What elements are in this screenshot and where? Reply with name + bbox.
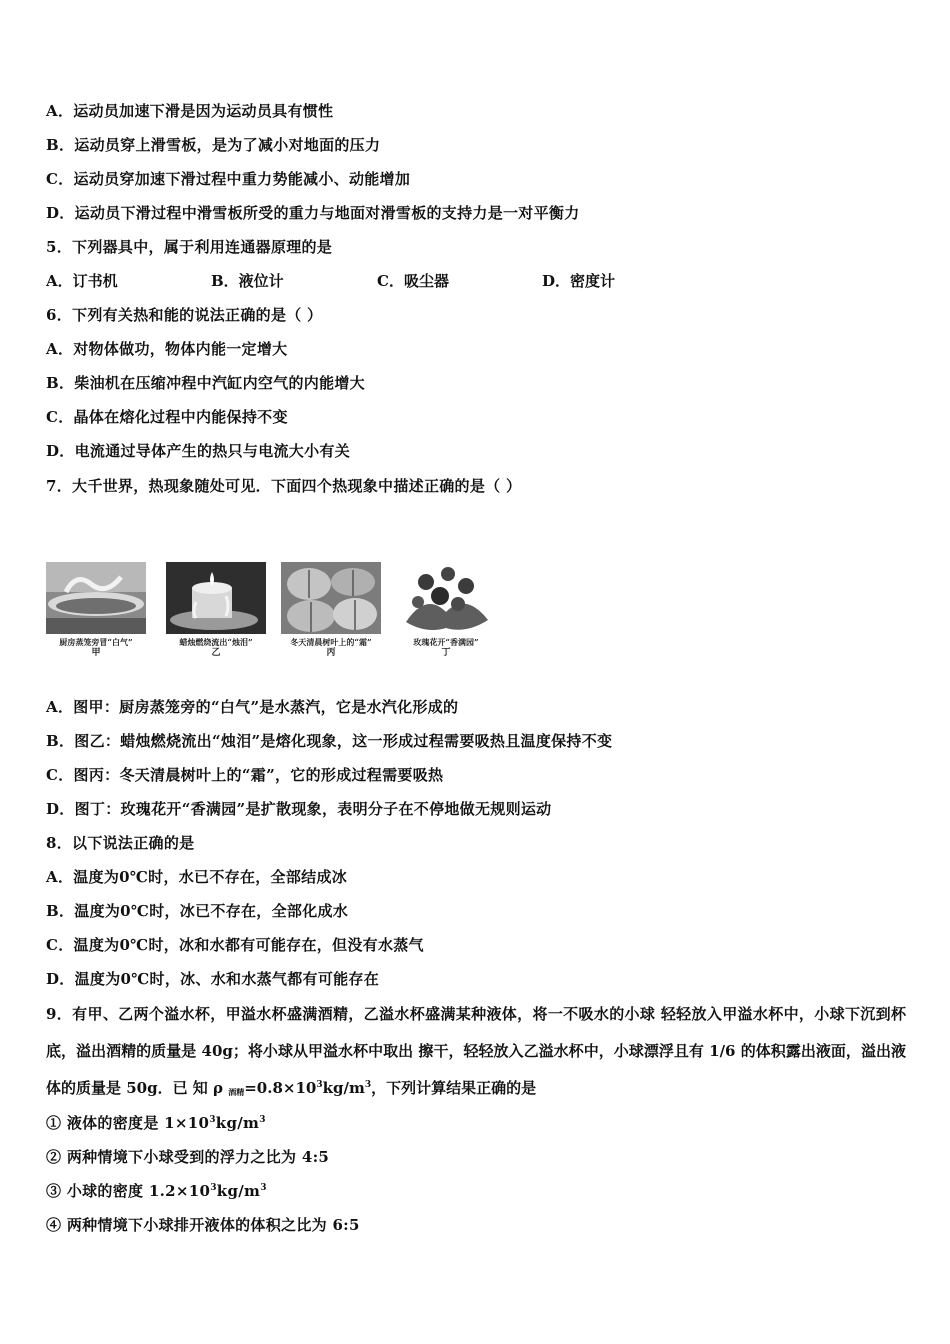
option-label: C． xyxy=(46,170,74,188)
q5-option-d: D．密度计 xyxy=(542,272,616,290)
q9-item-3 xyxy=(46,1181,267,1201)
q7-option-a: A．图甲：厨房蒸笼旁的“白气”是水蒸汽，它是水汽化形成的 xyxy=(46,698,459,716)
q9-density-unit: kg/m xyxy=(322,1079,365,1097)
q9-stem-text: 9．有甲、乙两个溢水杯，甲溢水杯盛满酒精，乙溢水杯盛满某种液体，将一不吸水的小球 轻轻放入甲溢水杯中，小球下沉到杯底，溢出酒精的质量是 40g；将小球从甲溢水杯中取出 擦干，轻轻放入乙溢水杯中，小球漂浮且有 1/6 的体积露出液面，溢出液体的质量是 50g．已 知 ρ xyxy=(46,1005,906,1097)
q8-option-a: A．温度为0℃时，水已不存在，全部结成冰 xyxy=(46,868,348,886)
q7-stem: 7．大千世界，热现象随处可见．下面四个热现象中描述正确的是（ ） xyxy=(46,477,522,495)
q7-figure-ding xyxy=(396,562,496,659)
q9-rho-subscript: 酒精 xyxy=(228,1087,245,1097)
figure-caption: 玫瑰花开“香满园” xyxy=(413,637,479,647)
q9-unit-exponent: 3 xyxy=(364,1080,372,1090)
option-label: A． xyxy=(46,102,74,120)
q7-figure-yi xyxy=(166,562,266,659)
item-unit-exponent: 3 xyxy=(259,1115,266,1125)
q8-option-b: B．温度为0℃时，冰已不存在，全部化成水 xyxy=(46,902,349,920)
q5-stem: 5．下列器具中，属于利用连通器原理的是 xyxy=(46,238,333,256)
item-text: ③ 小球的密度 1.2×10 xyxy=(46,1182,211,1200)
q4-option-c xyxy=(46,169,410,189)
candle-photo-icon xyxy=(166,562,266,634)
option-label: B． xyxy=(46,136,75,154)
q7-option-c: C．图丙：冬天清晨树叶上的“霜”，它的形成过程需要吸热 xyxy=(46,766,444,784)
item-text: ① 液体的密度是 1×10 xyxy=(46,1114,210,1132)
q8-option-c: C．温度为0℃时，冰和水都有可能存在，但没有水蒸气 xyxy=(46,936,424,954)
item-unit: kg/m xyxy=(216,1182,261,1200)
option-text: 运动员加速下滑是因为运动员具有惯性 xyxy=(73,102,334,120)
figure-tag: 丁 xyxy=(441,648,451,658)
q9-item-1 xyxy=(46,1113,266,1133)
rose-photo-icon xyxy=(396,562,496,634)
figure-tag: 乙 xyxy=(211,648,221,658)
figure-caption: 厨房蒸笼旁冒“白气” xyxy=(59,637,133,647)
steamer-photo-icon xyxy=(46,562,146,634)
figure-tag: 丙 xyxy=(326,648,336,658)
q6-option-a: A．对物体做功，物体内能一定增大 xyxy=(46,340,288,358)
item-unit-exponent: 3 xyxy=(260,1183,267,1193)
figure-caption: 冬天清晨树叶上的“霜” xyxy=(290,637,372,647)
q9-density-value: =0.8×10 xyxy=(244,1079,317,1097)
q9-item-2 xyxy=(46,1147,329,1167)
q7-option-b: B．图乙：蜡烛燃烧流出“烛泪”是熔化现象，这一形成过程需要吸热且温度保持不变 xyxy=(46,732,613,750)
option-text: 运动员穿加速下滑过程中重力势能减小、动能增加 xyxy=(73,170,411,188)
q8-stem: 8．以下说法正确的是 xyxy=(46,834,195,852)
item-exponent: 3 xyxy=(210,1183,217,1193)
q6-option-d: D．电流通过导体产生的热只与电流大小有关 xyxy=(46,442,351,460)
figure-tag: 甲 xyxy=(91,648,101,658)
option-text: 运动员穿上滑雪板，是为了减小对地面的压力 xyxy=(74,136,381,154)
q9-stem xyxy=(46,996,906,1111)
q9-item-4 xyxy=(46,1215,360,1235)
q6-option-b: B．柴油机在压缩冲程中汽缸内空气的内能增大 xyxy=(46,374,365,392)
q7-figure-row xyxy=(46,562,506,672)
option-label: D． xyxy=(46,204,75,222)
q5-option-c: C．吸尘器 xyxy=(377,272,449,290)
q6-stem: 6．下列有关热和能的说法正确的是（ ） xyxy=(46,306,323,324)
frost-leaves-photo-icon xyxy=(281,562,381,634)
q5-option-b: B．液位计 xyxy=(211,272,284,290)
item-exponent: 3 xyxy=(209,1115,216,1125)
q7-figure-bing xyxy=(281,562,381,659)
option-text: 运动员下滑过程中滑雪板所受的重力与地面对滑雪板的支持力是一对平衡力 xyxy=(74,204,580,222)
q4-option-b xyxy=(46,135,380,155)
q9-density-exponent: 3 xyxy=(316,1080,323,1090)
q4-option-a xyxy=(46,101,333,121)
q9-stem-end: ，下列计算结果正确的是 xyxy=(371,1079,537,1097)
q7-option-d: D．图丁：玫瑰花开“香满园”是扩散现象，表明分子在不停地做无规则运动 xyxy=(46,800,552,818)
q5-option-a: A．订书机 xyxy=(46,272,118,290)
item-text: ② 两种情境下小球受到的浮力之比为 4:5 xyxy=(46,1148,330,1166)
q6-option-c: C．晶体在熔化过程中内能保持不变 xyxy=(46,408,288,426)
item-text: ④ 两种情境下小球排开液体的体积之比为 6:5 xyxy=(46,1216,360,1234)
figure-caption: 蜡烛燃烧流出“烛泪” xyxy=(179,637,253,647)
q7-figure-jia xyxy=(46,562,146,659)
q8-option-d: D．温度为0℃时，冰、水和水蒸气都有可能存在 xyxy=(46,970,380,988)
item-unit: kg/m xyxy=(215,1114,260,1132)
q4-option-d xyxy=(46,203,580,223)
